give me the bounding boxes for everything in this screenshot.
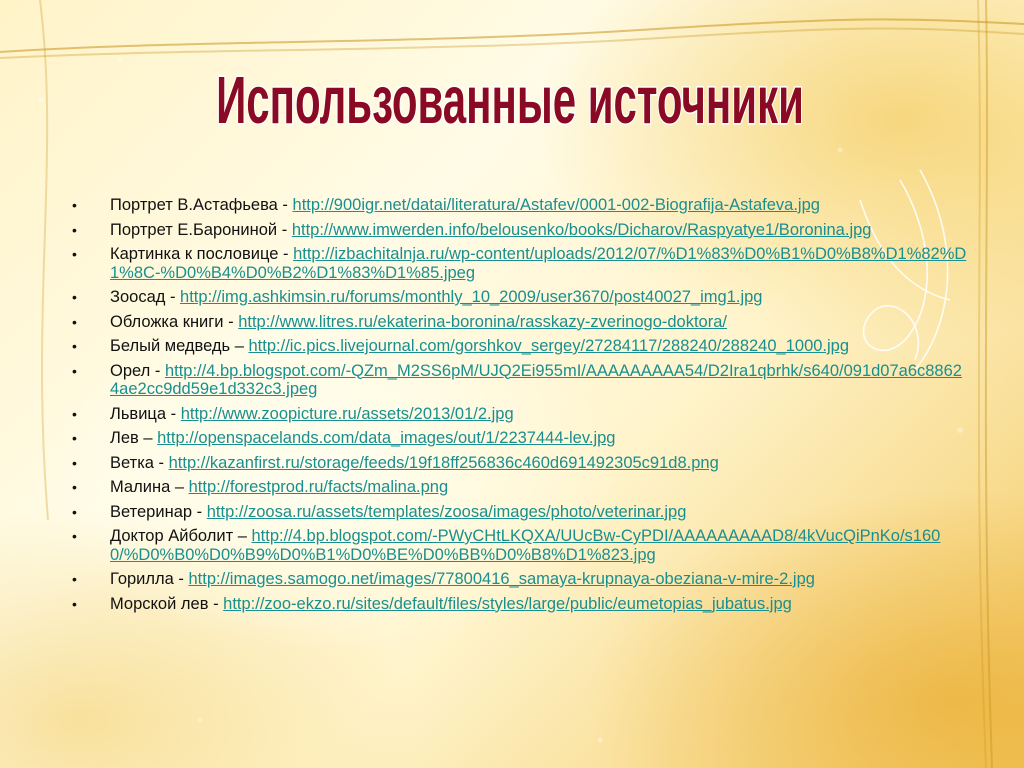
source-item xyxy=(72,362,968,399)
source-label: Доктор Айболит – xyxy=(110,527,252,545)
source-item xyxy=(72,288,968,307)
page-title xyxy=(160,64,860,144)
source-link[interactable]: http://forestprod.ru/facts/malina.png xyxy=(188,478,449,496)
source-label: Орел - xyxy=(110,361,165,380)
source-link[interactable]: http://izbachitalnja.ru/wp-content/uploads/2012/07/%D1%83%D0%B1%D0%B8%D1%82%D1%8C-%D0%B4%D0%B2%D1%83%D1%85.jpeg xyxy=(110,245,967,282)
source-item xyxy=(72,454,968,473)
source-item xyxy=(72,595,968,614)
source-label: Обложка книги - xyxy=(110,312,239,331)
source-item xyxy=(72,221,968,240)
source-link[interactable]: http://zoosa.ru/assets/templates/zoosa/images/photo/veterinar.jpg xyxy=(206,502,687,521)
source-label: Ветеринар - xyxy=(110,502,207,521)
source-label: Зоосад - xyxy=(110,288,181,306)
source-link[interactable]: http://ic.pics.livejournal.com/gorshkov_sergey/27284117/288240/288240_1000.jpg xyxy=(248,337,850,355)
source-item xyxy=(72,570,968,589)
source-label: Портрет В.Астафьева - xyxy=(110,196,293,214)
source-item xyxy=(72,527,968,564)
source-label: Малина – xyxy=(110,478,189,496)
source-link[interactable]: http://www.litres.ru/ekaterina-boronina/rasskazy-zverinogo-doktora/ xyxy=(238,312,727,331)
source-item xyxy=(72,429,968,448)
source-item xyxy=(72,245,968,282)
source-label: Львица - xyxy=(110,404,181,423)
source-label: Белый медведь – xyxy=(110,337,249,355)
source-label: Горилла - xyxy=(110,570,189,588)
source-link[interactable]: http://zoo-ekzo.ru/sites/default/files/styles/large/public/eumetopias_jubatus.jpg xyxy=(223,594,792,613)
source-link[interactable]: http://www.imwerden.info/belousenko/books/Dicharov/Raspyatye1/Boronina.jpg xyxy=(291,220,872,239)
source-label: Портрет Е.Барониной - xyxy=(110,220,292,239)
source-link[interactable]: http://images.samogo.net/images/77800416_samaya-krupnaya-obeziana-v-mire-2.jpg xyxy=(188,570,815,588)
source-item xyxy=(72,478,968,497)
source-label: Морской лев - xyxy=(110,594,224,613)
source-link[interactable]: http://openspacelands.com/data_images/out/1/2237444-lev.jpg xyxy=(157,429,616,447)
source-item xyxy=(72,405,968,424)
sources-list xyxy=(72,196,968,619)
source-link[interactable]: http://900igr.net/datai/literatura/Astafev/0001-002-Biografija-Astafeva.jpg xyxy=(292,196,820,214)
source-item xyxy=(72,503,968,522)
source-item xyxy=(72,196,968,215)
source-item xyxy=(72,313,968,332)
source-label: Лев – xyxy=(110,429,158,447)
source-label: Картинка к пословице - xyxy=(110,245,294,263)
source-item xyxy=(72,337,968,356)
source-label: Ветка - xyxy=(110,453,169,472)
source-link[interactable]: http://img.ashkimsin.ru/forums/monthly_10_2009/user3670/post40027_img1.jpg xyxy=(180,288,763,306)
source-link[interactable]: http://4.bp.blogspot.com/-PWyCHtLKQXA/UUcBw-CyPDI/AAAAAAAAAD8/4kVucQiPnKo/s1600/%D0%B0%D0%B9%D0%B1%D0%BE%D0%BB%D0%B8%D1%823.jpg xyxy=(110,527,941,564)
source-link[interactable]: http://kazanfirst.ru/storage/feeds/19f18ff256836c460d691492305c91d8.png xyxy=(168,453,719,472)
source-link[interactable]: http://4.bp.blogspot.com/-QZm_M2SS6pM/UJQ2Ei955mI/AAAAAAAAA54/D2Ira1qbrhk/s640/091d07a6c88624ae2cc9dd59e1d332c3.jpeg xyxy=(110,361,962,398)
source-link[interactable]: http://www.zoopicture.ru/assets/2013/01/2.jpg xyxy=(180,404,514,423)
page-title-text: Использованные источники xyxy=(216,64,804,138)
